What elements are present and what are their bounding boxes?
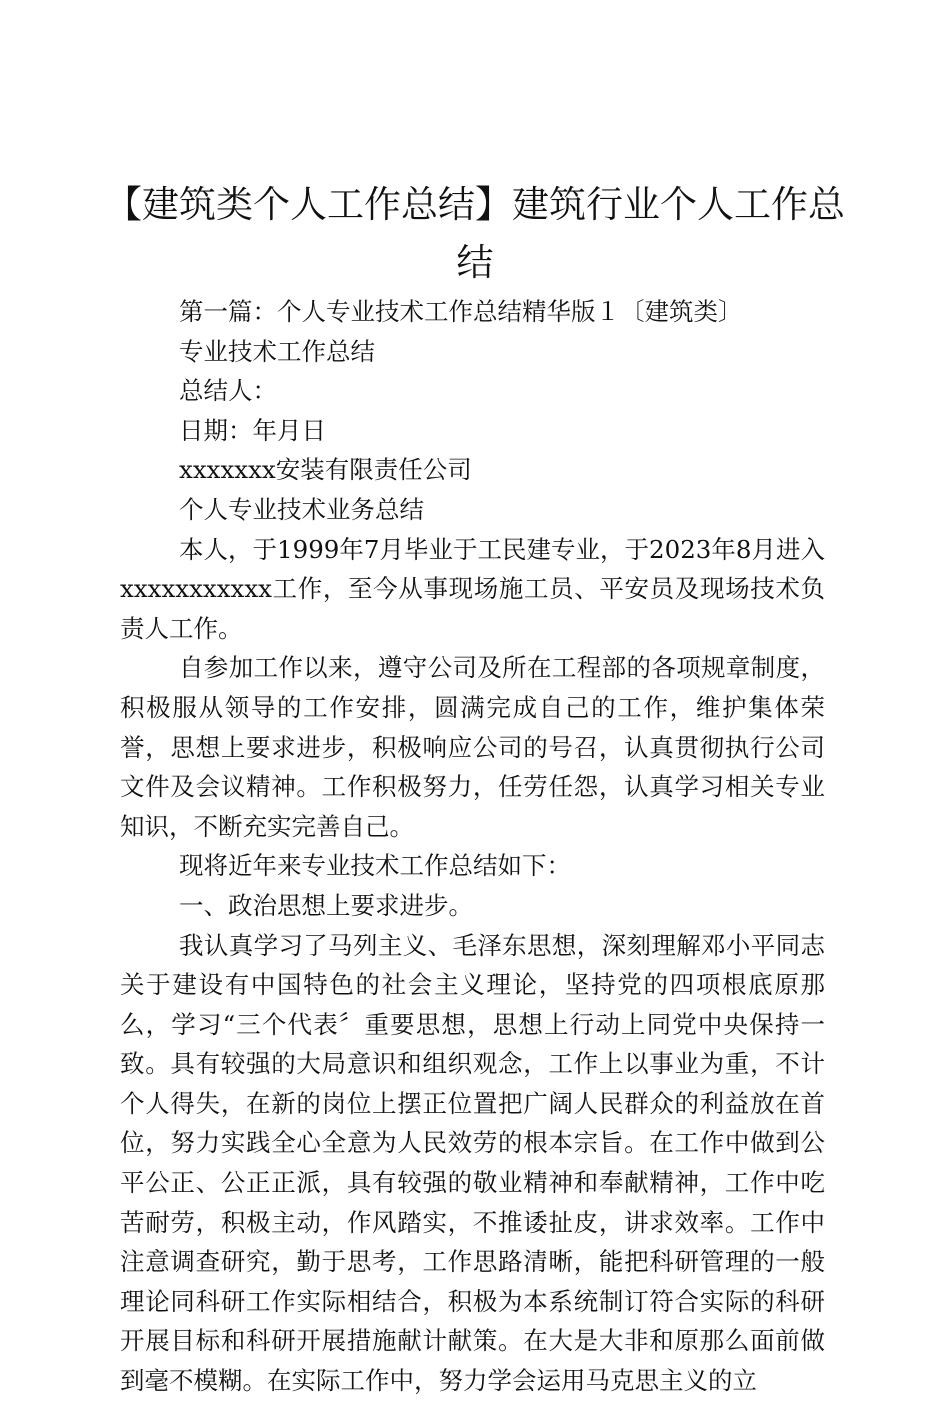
header-line-company: xxxxxxx安装有限责任公司 — [179, 455, 472, 485]
document-body — [120, 292, 825, 1401]
section-heading-political: 一、政治思想上要求进步。 — [179, 890, 473, 920]
paragraph-summary-intro: 现将近年来专业技术工作总结如下： — [179, 851, 571, 881]
header-line-date: 日期：年月日 — [179, 415, 326, 445]
paragraph-political-thought: 我认真学习了马列主义、毛泽东思想，深刻理解邓小平同志关于建设有中国特色的社会主义理论，坚持党的四项根底原那么，学习“三个代表〞重要思想，思想上行动上同党中央保持一致。具有较强的大局意识和组织观念，工作上以事业为重，不计个人得失，在新的岗位上摆正位置把广阔人民群众的利益放在首位，努力实践全心全意为人民效劳的根本宗旨。在工作中做到公平公正、公正正派，具有较强的敬业精神和奉献精神，工作中吃苦耐劳，积极主动，作风踏实，不推诿扯皮，讲求效率。工作中注意调查研究，勤于思考，工作思路清晰，能把科研管理的一般理论同科研工作实际相结合，积极为本系统制订符合实际的科研开展目标和科研开展措施献计献策。在大是大非和原那么面前做到毫不模糊。在实际工作中，努力学会运用马克思主义的立 — [120, 930, 825, 1396]
paragraph-conduct: 自参加工作以来，遵守公司及所在工程部的各项规章制度，积极服从领导的工作安排，圆满完成自己的工作，维护集体荣誉，思想上要求进步，积极响应公司的号召，认真贯彻执行公司文件及会议精神。工作积极努力，任劳任怨，认真学习相关专业知识，不断充实完善自己。 — [120, 653, 825, 841]
document-title: 【建筑类个人工作总结】建筑行业个人工作总结 — [105, 183, 845, 284]
paragraph-introduction: 本人，于1999年7月毕业于工民建专业，于2023年8月进入xxxxxxxxxxx工作，至今从事现场施工员、平安员及现场技术负责人工作。 — [120, 534, 825, 643]
header-line-author: 总结人： — [179, 376, 277, 406]
header-line-summary-heading: 个人专业技术业务总结 — [179, 494, 424, 524]
header-line-subtitle: 专业技术工作总结 — [179, 336, 375, 366]
header-line-chapter: 第一篇：个人专业技术工作总结精华版１〔建筑类〕 — [179, 297, 743, 326]
